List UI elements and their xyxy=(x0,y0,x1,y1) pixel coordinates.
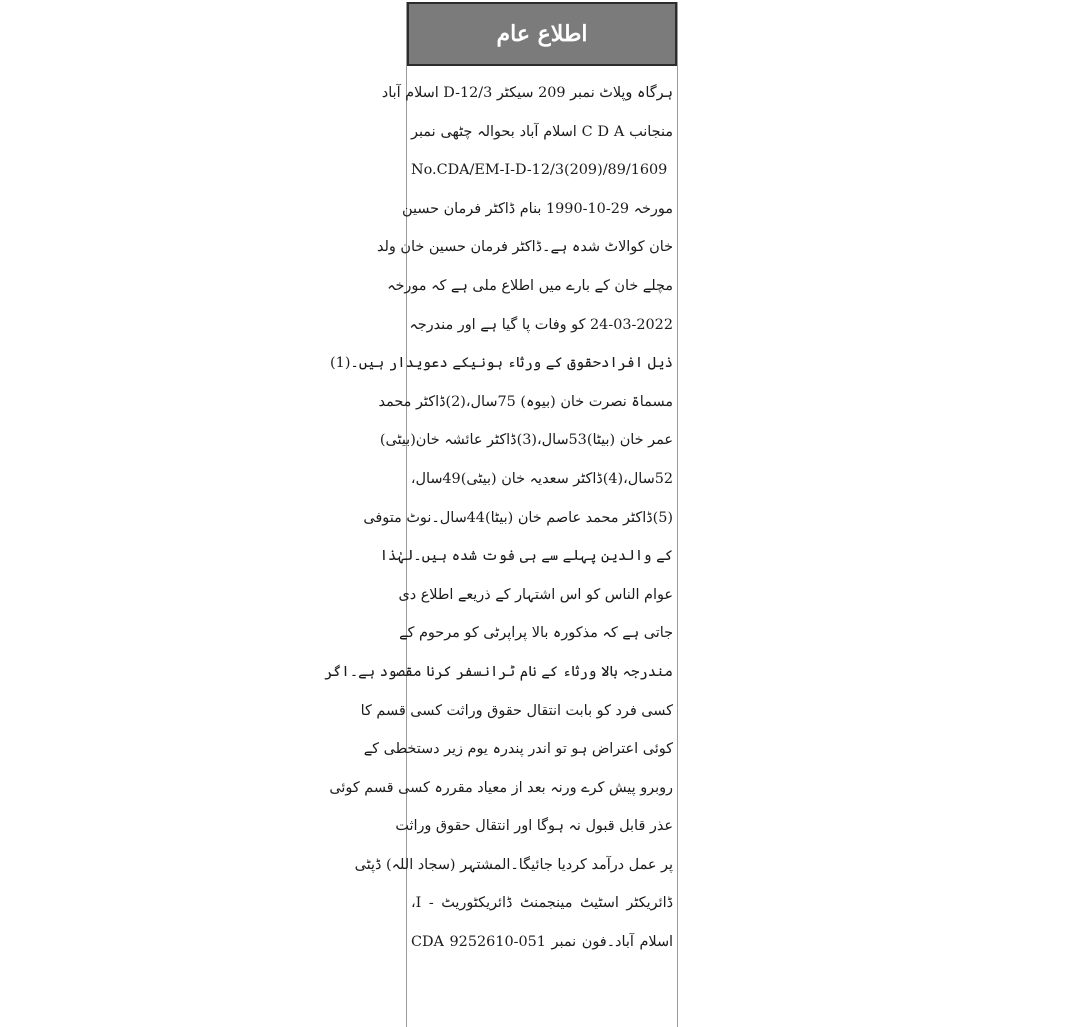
notice-line: CDA اسلام آباد۔فون نمبر 051-9252610 xyxy=(411,934,673,951)
notice-line: مورخہ 29-10-1990 بنام ڈاکٹر فرمان حسین xyxy=(402,200,673,217)
notice-line: ہرگاہ وپلاٹ نمبر 209 سیکٹر D-12/3 اسلام آباد xyxy=(381,85,673,101)
notice-title: اطلاع عام xyxy=(496,21,588,47)
notice-line: کسی فرد کو بابت انتقال حقوق وراثت کسی قسم کا xyxy=(360,702,673,719)
notice-line: پر عمل درآمد کردیا جائیگا۔المشتہر (سجاد اللہ) ڈپٹی xyxy=(354,856,673,873)
notice-line: عذر قابل قبول نہ ہوگا اور انتقال حقوق وراثت xyxy=(395,818,673,835)
notice-line: 52سال،(4)ڈاکٹر سعدیہ خان (بیٹی)49سال، xyxy=(410,470,673,487)
notice-line: کے والدین پہلے سے ہی فوت شدہ ہیں۔لہٰذا xyxy=(379,548,673,565)
notice-line: منجانب C D A اسلام آباد بحوالہ چٹھی نمبر xyxy=(411,123,673,140)
notice-line: خان کوالاٹ شدہ ہے۔ڈاکٹر فرمان حسین خان ولد xyxy=(376,239,673,256)
notice-line: No.CDA/EM-I-D-12/3(209)/89/1609 xyxy=(411,162,668,179)
notice-line: جاتی ہے کہ مذکورہ بالا پراپرٹی کو مرحوم کے xyxy=(399,625,673,642)
public-notice-column xyxy=(324,2,678,1027)
notice-line: عمر خان (بیٹا)53سال،(3)ڈاکٹر عائشہ خان(بیٹی) xyxy=(379,432,673,449)
notice-line: کوئی اعتراض ہو تو اندر پندرہ یوم زیر دستخطی کے xyxy=(363,741,673,758)
notice-line: مچلے خان کے بارے میں اطلاع ملی ہے کہ مورخہ xyxy=(387,277,673,294)
notice-line: (5)ڈاکٹر محمد عاصم خان (بیٹا)44سال۔نوٹ متوفی xyxy=(363,509,673,526)
notice-line: 24-03-2022 کو وفات پا گیا ہے اور مندرجہ xyxy=(409,316,673,333)
notice-line: عوام الناس کو اس اشتہار کے ذریعے اطلاع دی xyxy=(398,586,673,603)
notice-body xyxy=(324,66,677,962)
notice-line: مسماۃ نصرت خان (بیوہ) 75سال،(2)ڈاکٹر محمد xyxy=(378,393,673,410)
notice-header xyxy=(407,2,677,66)
notice-line: ذیل افرادحقوق کے ورثاء ہونیکے دعویدار ہیں۔(1) xyxy=(330,355,673,372)
notice-line: ڈائریکٹر اسٹیٹ مینجمنٹ ڈائریکٹوریٹ - I، xyxy=(411,895,673,912)
notice-line: روبرو پیش کرے ورنہ بعد از معیاد مقررہ کسی قسم کوئی xyxy=(329,779,673,796)
notice-line: مندرجہ بالا ورثاء کے نام ٹرانسفر کرنا مقصود ہے۔اگر xyxy=(324,663,673,680)
